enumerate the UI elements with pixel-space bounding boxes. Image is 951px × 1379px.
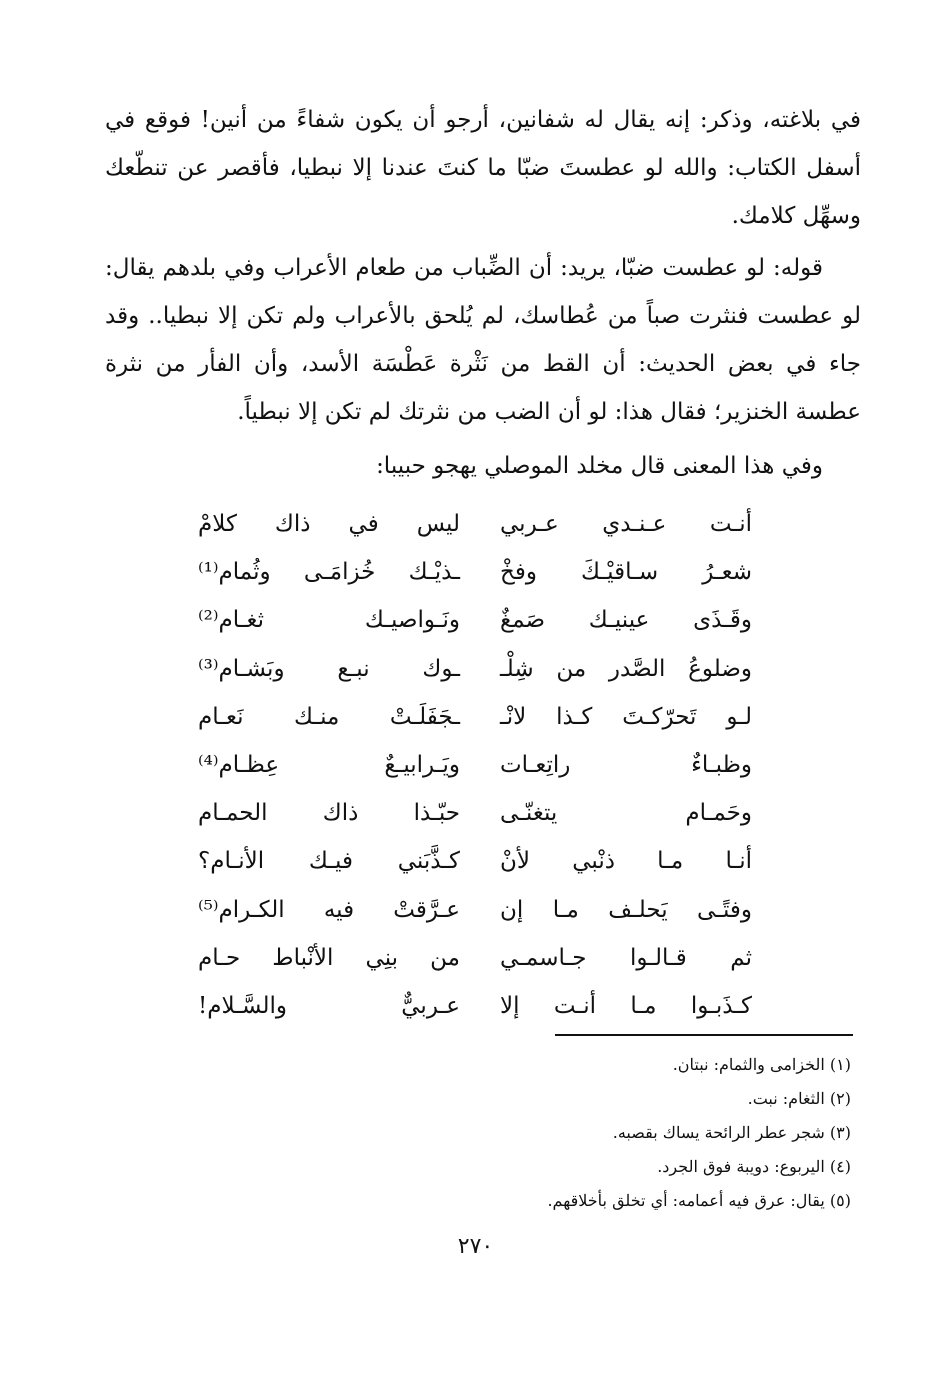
verse-second-hemistich: ليس في ذاك كلامْ xyxy=(198,511,460,537)
verse-second-hemistich: ـجَفَلَـتْ منـك نَعـام xyxy=(198,703,460,730)
verse-second-hemistich: كـذَّبَني فيـك الأنـام؟ xyxy=(198,848,460,875)
verse-second-hemistich: عـرَّقتْ فيه الكـرام⁽⁵⁾ xyxy=(198,896,460,923)
verse-second-hemistich: من بنِي الأنْباط حـام xyxy=(198,944,460,971)
paragraph-2: قوله: لو عطست ضبّا، يريد: أن الضِّباب من طعام الأعراب وفي بلدهم يقال: لو عطست فنثرت صباً من عُطاسك، لم يُلحق بالأعراب ولم تكن إلا نبطيا.. وقد جاء في بعض الحديث: أن القط من نَثْرة عَطْسَة الأسد، وأن الفأر من نثرة عطسة الخنزير؛ فقال هذا: لو أن الضب من نثرتك لم تكن إلا نبطياً. xyxy=(105,255,861,425)
verse-1 xyxy=(190,500,770,548)
verse-first-hemistich: أنـا مـا ذنْبي لأنْ xyxy=(500,848,752,875)
verse-first-hemistich: لـو تَحرّكـتَ كـذا لانْـ xyxy=(500,703,752,730)
verse-first-hemistich: وظبـاءٌ راتِعـات xyxy=(500,751,752,778)
verse-second-hemistich: ـوك نبـع وبَشـام⁽³⁾ xyxy=(198,655,460,682)
footnote-2: (٢) الثغام: نبت. xyxy=(747,1089,851,1108)
footnote-separator xyxy=(555,1034,853,1036)
verse-9 xyxy=(190,886,770,934)
footnote-3: (٣) شجر عطر الرائحة يساك بقصبه. xyxy=(612,1123,851,1142)
footnotes xyxy=(351,1048,851,1218)
verse-second-hemistich: عـربيٌّ والسَّـلام! xyxy=(198,992,460,1019)
verse-first-hemistich: شعـرُ سـاقيْـكَ وفخْ xyxy=(500,559,752,586)
paragraph-1: في بلاغته، وذكر: إنه يقال له شفانين، أرجو أن يكون شفاءً من أنين! فوقع في أسفل الكتاب: والله لو عطستَ ضبّا ما كنتَ عندنا إلا نبطيا، فأقصر عن تنطّعك وسهِّل كلامك. xyxy=(105,107,861,229)
verse-second-hemistich: ويَـرابيـعٌ عِظـام⁽⁴⁾ xyxy=(198,751,460,778)
verse-first-hemistich: وحَمـام يتغنّـى xyxy=(500,800,752,827)
verse-first-hemistich: وضلوعُ الصَّدر من شِلْـ xyxy=(500,655,752,682)
verse-first-hemistich: أنـت عـنـدي عـربي xyxy=(500,511,752,537)
verse-11 xyxy=(190,982,770,1030)
verse-first-hemistich: كـذَبـوا مـا أنـت إلا xyxy=(500,992,752,1019)
verse-5 xyxy=(190,693,770,741)
footnote-1: (١) الخزامى والثمام: نبتان. xyxy=(672,1055,851,1074)
footnote-5: (٥) يقال: عرق فيه أعمامه: أي تخلق بأخلاقهم. xyxy=(547,1191,851,1210)
verse-4 xyxy=(190,645,770,693)
verse-2 xyxy=(190,548,770,596)
verse-second-hemistich: حبّـذا ذاك الحمـام xyxy=(198,800,460,827)
verse-second-hemistich: ـذيْـك خُزامَـى وثُمام⁽¹⁾ xyxy=(198,559,460,586)
verse-3 xyxy=(190,596,770,644)
verse-6 xyxy=(190,741,770,789)
poem-introduction: وفي هذا المعنى قال مخلد الموصلي يهجو حبيبا: xyxy=(376,453,823,479)
verse-first-hemistich: ثم قـالـوا جـاسمـي xyxy=(500,944,752,971)
poem xyxy=(190,500,770,1030)
verse-7 xyxy=(190,789,770,837)
verse-first-hemistich: وقَـذَى عينيـك صَمغٌ xyxy=(500,607,752,634)
verse-second-hemistich: ونَـواصيـك ثغـام⁽²⁾ xyxy=(198,607,460,634)
verse-10 xyxy=(190,934,770,982)
page-number: ٢٧٠ xyxy=(457,1234,494,1259)
verse-first-hemistich: وفتًـى يَحلـف مـا إن xyxy=(500,896,752,923)
verse-8 xyxy=(190,837,770,885)
footnote-4: (٤) اليربوع: دويبة فوق الجرد. xyxy=(657,1157,851,1176)
